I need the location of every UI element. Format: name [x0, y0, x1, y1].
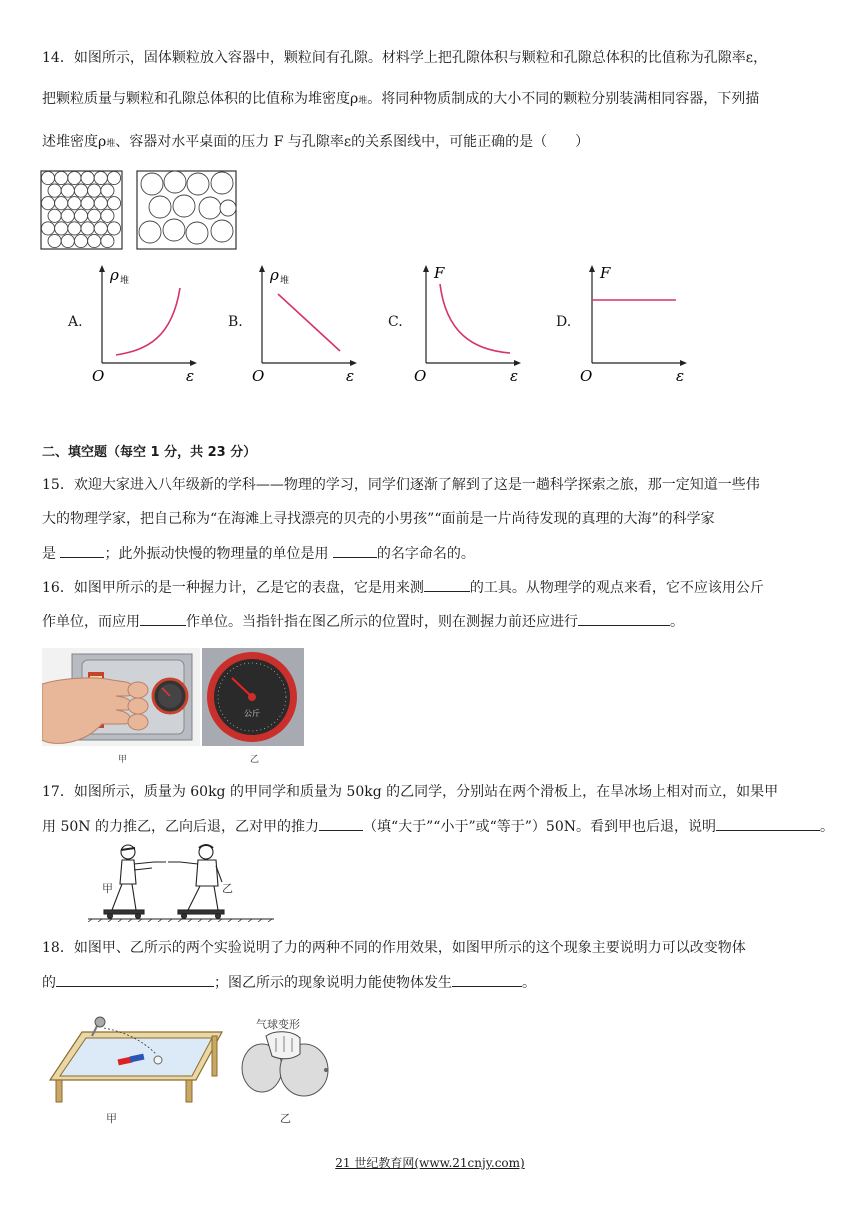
small-particle — [94, 222, 107, 235]
footer-source-link[interactable]: 21 世纪教育网(www.21cnjy.com) — [335, 1156, 525, 1170]
q15-line-3-c: 的名字命名的。 — [376, 546, 475, 562]
option-c-label[interactable]: C. — [388, 314, 403, 330]
q18-line-2-a: 的 — [42, 975, 56, 991]
option-d-origin: O — [580, 367, 593, 385]
q15-line-3-b: ；此外振动快慢的物理量的单位是用 — [104, 546, 333, 562]
q16-line-2-b: 作单位。当指针指在图乙所示的位置时，则在测握力前还应进行 — [186, 614, 578, 630]
small-particle — [61, 209, 74, 222]
q16-caption-jia: 甲 — [118, 755, 128, 765]
section-2-heading: 二、填空题（每空 1 分，共 23 分） — [42, 445, 257, 460]
small-particle — [94, 171, 107, 184]
option-a-curve — [116, 288, 180, 355]
q18-line-2-b: ；图乙所示的现象说明力能使物体发生 — [214, 975, 452, 991]
balloon-deform-figure — [240, 1030, 332, 1110]
q18-caption-yi: 乙 — [280, 1112, 291, 1125]
dynamometer-dial-photo — [202, 648, 304, 746]
option-a-origin: O — [92, 367, 105, 385]
option-a-ylabel-sub: 堆 — [120, 276, 130, 286]
option-c-curve — [440, 284, 510, 353]
grip-dynamometer-photo — [42, 648, 200, 746]
q17-blank-1[interactable] — [319, 816, 363, 831]
q17-line-1: 17．如图所示，质量为 60kg 的甲同学和质量为 50kg 的乙同学，分别站在两个滑板上，在旱冰场上相对而立，如果甲 — [42, 784, 779, 800]
small-particle — [107, 171, 120, 184]
q14-line-1: 14．如图所示，固体颗粒放入容器中，颗粒间有孔隙。材料学上把孔隙体积与颗粒和孔隙总体积的比值称为孔隙率ε， — [42, 50, 768, 66]
q18-line-2 — [42, 972, 536, 993]
small-particles-container — [41, 171, 122, 249]
dial-unit-label: 公斤 — [244, 709, 260, 718]
particle-containers-figure — [40, 170, 240, 252]
q15-line-3-a: 是 — [42, 546, 61, 562]
option-a-xlabel: ε — [186, 367, 195, 385]
small-particle — [94, 197, 107, 210]
small-particle — [68, 171, 81, 184]
small-particle — [81, 197, 94, 210]
option-b-graph — [252, 260, 362, 385]
q16-caption-yi: 乙 — [250, 755, 260, 765]
q14-line-3 — [42, 132, 589, 154]
skateboard-push-figure — [88, 842, 278, 922]
option-c-ylabel: F — [434, 264, 445, 282]
option-b-ylabel: ρ — [270, 266, 279, 284]
small-particle — [107, 222, 120, 235]
q15-blank-1[interactable] — [60, 543, 104, 558]
option-c-origin: O — [414, 367, 427, 385]
small-particle — [101, 209, 114, 222]
q14-line-3-a: 述堆密度ρ — [42, 134, 107, 150]
q18-line-2-c: 。 — [522, 975, 536, 991]
magnet-table-figure — [46, 1010, 226, 1106]
small-particle — [74, 209, 87, 222]
q17-label-yi: 乙 — [222, 882, 233, 895]
small-particle — [88, 184, 101, 197]
q14-line-3-b: 、容器对水平桌面的压力 F 与孔隙率ε的关系图线中，可能正确的是（ ） — [115, 134, 590, 150]
balloon-label: 气球变形 — [256, 1018, 300, 1031]
option-b-ylabel-sub: 堆 — [280, 276, 290, 286]
q18-blank-1[interactable] — [56, 972, 214, 987]
option-b-origin: O — [252, 367, 265, 385]
small-particle — [81, 171, 94, 184]
q16-line-1-b: 的工具。从物理学的观点来看，它不应该用公斤 — [469, 580, 764, 596]
q16-line-2-c: 。 — [670, 614, 684, 630]
q17-line-2 — [42, 816, 834, 837]
option-d-ylabel: F — [600, 264, 611, 282]
q14-line-2 — [42, 89, 759, 111]
q17-blank-2[interactable] — [716, 816, 820, 831]
option-c-graph — [412, 260, 527, 385]
small-particle — [48, 184, 61, 197]
option-d-xlabel: ε — [676, 367, 685, 385]
q16-blank-3[interactable] — [578, 611, 670, 626]
small-particle — [55, 197, 68, 210]
q16-line-1 — [42, 577, 764, 598]
small-particle — [61, 184, 74, 197]
small-particle — [81, 222, 94, 235]
option-a-ylabel: ρ — [110, 266, 119, 284]
option-d-graph — [578, 260, 693, 385]
q16-blank-2[interactable] — [140, 611, 186, 626]
small-particle — [101, 184, 114, 197]
q15-blank-2[interactable] — [333, 543, 377, 558]
q14-line-2-b: 。将同种物质制成的大小不同的颗粒分别装满相同容器，下列描 — [367, 91, 760, 107]
q15-line-3 — [42, 543, 475, 564]
q16-line-2-a: 作单位，而应用 — [42, 614, 140, 630]
q14-line-2-sub: 堆 — [358, 96, 368, 106]
q17-line-2-b: （填“大于”“小于”或“等于”）50N。看到甲也后退，说明 — [362, 819, 716, 835]
large-particles-container — [137, 171, 236, 249]
person-yi — [168, 845, 224, 919]
q16-line-2 — [42, 611, 684, 632]
small-particle — [88, 209, 101, 222]
small-particle — [68, 222, 81, 235]
small-particle — [88, 234, 101, 247]
small-particle — [41, 197, 54, 210]
q16-line-1-a: 16．如图甲所示的是一种握力计，乙是它的表盘，它是用来测 — [42, 580, 424, 596]
option-d-label[interactable]: D. — [556, 314, 572, 330]
q16-blank-1[interactable] — [424, 577, 470, 592]
small-particle — [74, 184, 87, 197]
small-particle — [61, 234, 74, 247]
option-a-graph — [92, 260, 202, 385]
q14-line-3-sub: 堆 — [106, 139, 116, 149]
small-particle — [107, 197, 120, 210]
option-b-label[interactable]: B. — [228, 314, 243, 330]
q15-line-1: 15．欢迎大家进入八年级新的学科——物理的学习，同学们逐渐了解到了这是一趟科学探索之旅，那一定知道一些伟 — [42, 477, 760, 493]
q14-line-2-a: 把颗粒质量与颗粒和孔隙总体积的比值称为堆密度ρ — [42, 91, 359, 107]
q15-line-2: 大的物理学家，把自己称为“在海滩上寻找漂亮的贝壳的小男孩”“面前是一片尚待发现的真理的大海”的科学家 — [42, 511, 715, 527]
small-particle — [55, 171, 68, 184]
q17-label-jia: 甲 — [102, 882, 113, 895]
small-particle — [74, 234, 87, 247]
option-b-xlabel: ε — [346, 367, 355, 385]
q18-line-1: 18．如图甲、乙所示的两个实验说明了力的两种不同的作用效果，如图甲所示的这个现象主要说明力可以改变物体 — [42, 940, 746, 956]
q18-blank-2[interactable] — [452, 972, 522, 987]
q18-caption-jia: 甲 — [106, 1112, 117, 1125]
option-c-xlabel: ε — [510, 367, 519, 385]
small-particle — [48, 234, 61, 247]
small-particle — [41, 222, 54, 235]
person-jia — [104, 845, 166, 919]
small-particle — [101, 234, 114, 247]
option-a-label[interactable]: A. — [68, 314, 83, 330]
q17-line-2-c: 。 — [819, 819, 834, 835]
q17-line-2-a: 用 50N 的力推乙，乙向后退，乙对甲的推力 — [42, 819, 319, 835]
option-b-curve — [278, 294, 340, 351]
small-particle — [68, 197, 81, 210]
small-particle — [48, 209, 61, 222]
small-particle — [55, 222, 68, 235]
small-particle — [41, 171, 54, 184]
